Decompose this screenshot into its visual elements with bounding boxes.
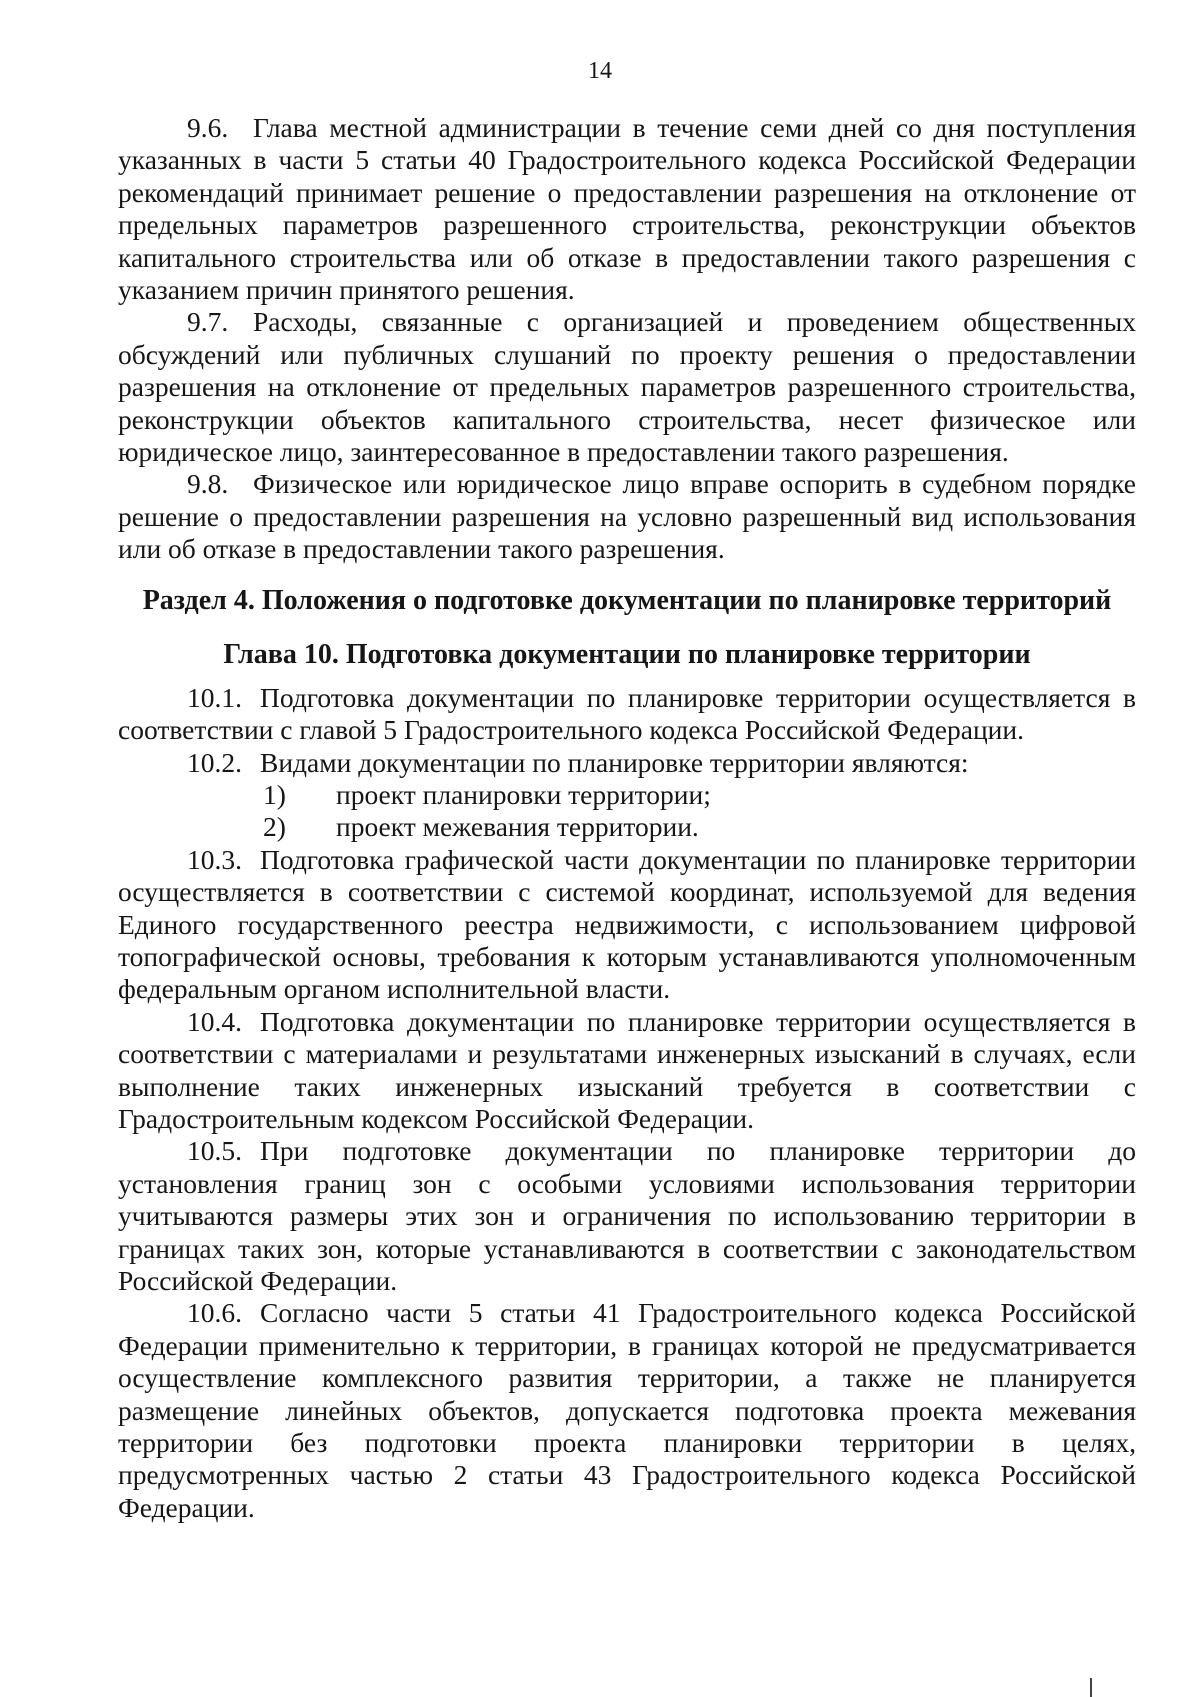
paragraph-text: Глава местной администрации в течение семи дней со дня поступления указанных в части 5 статьи 40 Градостроительного кодекса Российской Федерации рекомендаций принимает решение о предоставлении разрешения на отклонение от предельных параметров разрешенного строительства, реконструкции объектов капитального строительства или об отказе в предоставлении такого разрешения с указанием причин принятого решения. — [118, 112, 1136, 306]
paragraph-number: 9.6. — [187, 112, 229, 143]
paragraph-9-7 — [118, 306, 1136, 468]
paragraph-text: Подготовка графической части документации по планировке территории осуществляется в соответствии с системой координат, используемой для ведения Единого государственного реестра недвижимости, с использованием цифровой топографической основы, требования к которым устанавливаются уполномоченным федеральным органом исполнительной власти. — [118, 843, 1136, 1005]
paragraph-text: Видами документации по планировке территории являются: — [260, 746, 969, 778]
list-item-text: проект межевания территории. — [336, 811, 699, 843]
list-marker: 1) — [263, 778, 286, 810]
paragraph-number: 10.4. — [187, 1005, 242, 1037]
paragraph-number: 10.1. — [187, 681, 242, 713]
list-item-text: проект планировки территории; — [336, 778, 711, 810]
paragraph-10-4 — [118, 1006, 1136, 1136]
scan-edge-mark — [1090, 1678, 1092, 1697]
paragraph-number: 10.5. — [187, 1135, 242, 1167]
paragraph-10-6 — [118, 1297, 1136, 1524]
section-heading: Раздел 4. Положения о подготовке документации по планировке территорий — [142, 584, 1112, 616]
list-marker: 2) — [263, 811, 286, 843]
paragraph-text: Расходы, связанные с организацией и проведением общественных обсуждений или публичных слушаний по проекту решения о предоставлении разрешения на отклонение от предельных параметров разрешенного строительства, реконструкции объектов капитального строительства, несет физическое или юридическое лицо, заинтересованное в предоставлении такого разрешения. — [118, 306, 1136, 468]
paragraph-number: 9.7. — [187, 306, 229, 338]
paragraph-text: Подготовка документации по планировке территории осуществляется в соответствии с главой 5 Градостроительного кодекса Российской Федерации. — [118, 681, 1136, 746]
paragraph-10-2 — [118, 747, 1136, 779]
paragraph-number: 9.8. — [187, 468, 229, 500]
paragraph-text: Физическое или юридическое лицо вправе оспорить в судебном порядке решение о предоставлении разрешения на условно разрешенный вид использования или об отказе в предоставлении такого разрешения. — [118, 468, 1136, 565]
paragraph-10-5 — [118, 1135, 1136, 1297]
paragraph-10-3 — [118, 844, 1136, 1006]
paragraph-text: Согласно части 5 статьи 41 Градостроительного кодекса Российской Федерации применительно к территории, в границах которой не предусматривается осуществление комплексного развития территории, а также не планируется размещение линейных объектов, допускается подготовка проекта межевания территории без подготовки проекта планировки территории в целях, предусмотренных частью 2 статьи 43 Градостроительного кодекса Российской Федерации. — [118, 1297, 1136, 1523]
list-item — [118, 779, 1136, 811]
paragraph-text: При подготовке документации по планировке территории до установления границ зон с особыми условиями использования территории учитываются размеры этих зон и ограничения по использованию территории в границах таких зон, которые устанавливаются в соответствии с законодательством Российской Федерации. — [118, 1135, 1136, 1296]
chapter-heading: Глава 10. Подготовка документации по планировке территории — [223, 638, 1031, 670]
paragraph-10-1 — [118, 682, 1136, 747]
paragraph-9-6 — [118, 112, 1136, 306]
paragraph-number: 10.6. — [187, 1297, 242, 1329]
paragraph-number: 10.3. — [187, 843, 242, 875]
list-item — [118, 811, 1136, 843]
page-number: 14 — [588, 58, 612, 84]
paragraph-9-8 — [118, 468, 1136, 565]
paragraph-number: 10.2. — [187, 746, 242, 778]
paragraph-text: Подготовка документации по планировке территории осуществляется в соответствии с материалами и результатами инженерных изысканий в случаях, если выполнение таких инженерных изысканий требуется в соответствии с Градостроительным кодексом Российской Федерации. — [118, 1005, 1136, 1134]
document-body — [118, 112, 1136, 1524]
